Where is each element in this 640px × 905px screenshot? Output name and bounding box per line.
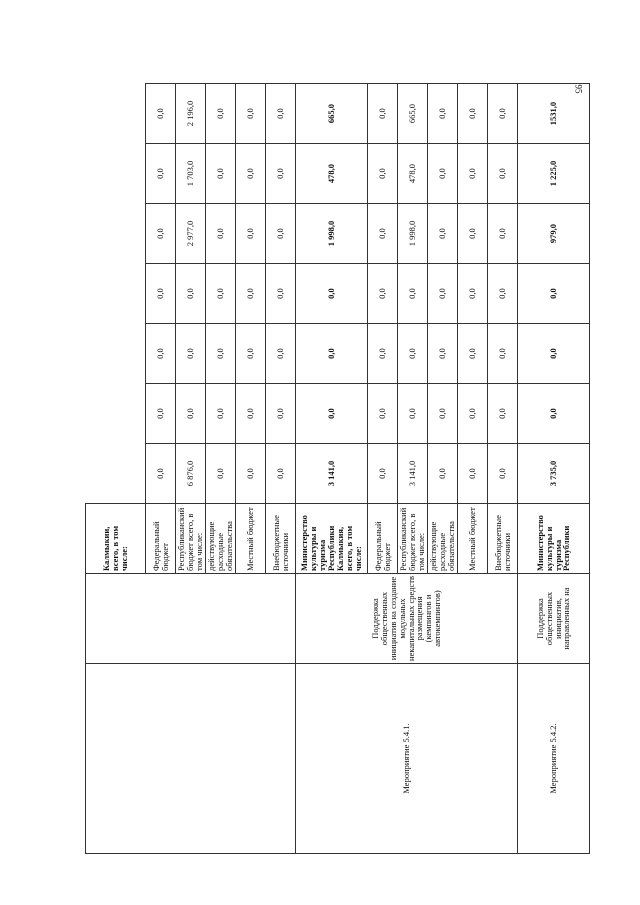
funding-source-cell: Республиканский бюджет всего, в том числе:: [398, 504, 428, 574]
year-value-cell: 0,0: [428, 384, 458, 444]
blank-cell: [86, 84, 146, 144]
year-value-cell: 0,0: [488, 324, 518, 384]
total-value-cell: 0,0: [206, 444, 236, 504]
funding-source-cell: действующие расходные обязательства: [428, 504, 458, 574]
total-value-cell: 0,0: [146, 444, 176, 504]
blank-cell: [398, 34, 428, 84]
total-value-cell: 3 141,0: [296, 444, 368, 504]
year-value-cell: 0,0: [428, 204, 458, 264]
total-value-cell: 0,0: [236, 444, 266, 504]
blank-cell: [176, 34, 206, 84]
total-value-cell: 0,0: [428, 444, 458, 504]
year-value-cell: 0,0: [368, 324, 398, 384]
blank-cell: [368, 34, 398, 84]
blank-cell: [488, 34, 518, 84]
year-value-cell: 0,0: [206, 324, 236, 384]
year-value-cell: 0,0: [176, 384, 206, 444]
year-value-cell: 0,0: [176, 264, 206, 324]
year-value-cell: 0,0: [296, 324, 368, 384]
year-value-cell: 0,0: [236, 84, 266, 144]
year-value-cell: 1 998,0: [296, 204, 368, 264]
year-value-cell: 0,0: [488, 384, 518, 444]
year-value-cell: 0,0: [296, 264, 368, 324]
blank-cell: [86, 444, 146, 504]
year-value-cell: 1 998,0: [398, 204, 428, 264]
total-value-cell: 3 141,0: [398, 444, 428, 504]
blank-cell: [86, 324, 146, 384]
year-value-cell: 0,0: [266, 264, 296, 324]
year-value-cell: 0,0: [236, 144, 266, 204]
year-value-cell: 0,0: [428, 264, 458, 324]
event-number-cell: Мероприятие 5.4.2.: [518, 664, 590, 854]
funding-source-cell: Внебюджетные источники: [488, 504, 518, 574]
blank-cell: [518, 34, 590, 84]
year-value-cell: 0,0: [458, 144, 488, 204]
year-value-cell: 0,0: [518, 384, 590, 444]
page-number: 95: [573, 84, 584, 94]
funding-source-cell: Федеральный бюджет: [146, 504, 176, 574]
funding-source-cell: Внебюджетные источники: [266, 504, 296, 574]
year-value-cell: 1 225,0: [518, 144, 590, 204]
year-value-cell: 0,0: [176, 324, 206, 384]
funding-source-cell: Министерство культуры и туризма Республики Калмыкия, всего, в том числе:: [296, 504, 368, 574]
year-value-cell: 0,0: [368, 384, 398, 444]
total-value-cell: 0,0: [266, 444, 296, 504]
year-value-cell: 0,0: [458, 384, 488, 444]
year-value-cell: 0,0: [146, 84, 176, 144]
year-value-cell: 665,0: [398, 84, 428, 144]
year-value-cell: 0,0: [236, 204, 266, 264]
year-value-cell: 1 703,0: [176, 144, 206, 204]
funding-source-cell: действующие расходные обязательства: [206, 504, 236, 574]
year-value-cell: 0,0: [458, 264, 488, 324]
year-value-cell: 2 977,0: [176, 204, 206, 264]
year-value-cell: 0,0: [488, 204, 518, 264]
year-value-cell: 0,0: [206, 384, 236, 444]
funding-source-cell: Министерство культуры и туризма Республики: [518, 504, 590, 574]
table-row: [518, 34, 590, 854]
year-value-cell: 0,0: [518, 264, 590, 324]
funding-source-cell: Калмыкии, всего, в том числе:: [86, 504, 146, 574]
year-value-cell: 0,0: [368, 84, 398, 144]
total-value-cell: 0,0: [368, 444, 398, 504]
blank-cell: [206, 34, 236, 84]
funding-source-cell: Федеральный бюджет: [368, 504, 398, 574]
year-value-cell: 0,0: [398, 264, 428, 324]
year-value-cell: 0,0: [236, 324, 266, 384]
blank-cell: [458, 34, 488, 84]
total-value-cell: 3 735,0: [518, 444, 590, 504]
year-value-cell: 979,0: [518, 204, 590, 264]
blank-cell: [236, 34, 266, 84]
year-value-cell: 0,0: [266, 384, 296, 444]
event-name-cell: Поддержка общественных инициатив, направленных на: [518, 574, 590, 664]
table-row: [296, 34, 368, 854]
year-value-cell: 0,0: [266, 324, 296, 384]
year-value-cell: 0,0: [398, 324, 428, 384]
year-value-cell: 0,0: [206, 144, 236, 204]
year-value-cell: 0,0: [266, 84, 296, 144]
total-value-cell: 0,0: [488, 444, 518, 504]
event-name-cell: [86, 574, 296, 664]
year-value-cell: 0,0: [206, 204, 236, 264]
year-value-cell: 0,0: [488, 144, 518, 204]
blank-cell: [86, 384, 146, 444]
blank-cell: [86, 264, 146, 324]
year-value-cell: 0,0: [146, 204, 176, 264]
year-value-cell: 0,0: [236, 384, 266, 444]
year-value-cell: 0,0: [488, 84, 518, 144]
funding-source-cell: Местный бюджет: [458, 504, 488, 574]
event-name-cell: Поддержка общественных инициатив на создание модульных некапитальных средств размещения (кемпингов и автокемпингов): [296, 574, 518, 664]
total-value-cell: 0,0: [458, 444, 488, 504]
year-value-cell: 0,0: [458, 324, 488, 384]
year-value-cell: 0,0: [266, 144, 296, 204]
year-value-cell: 0,0: [236, 264, 266, 324]
blank-cell: [146, 34, 176, 84]
year-value-cell: 0,0: [206, 84, 236, 144]
year-value-cell: 0,0: [206, 264, 236, 324]
event-number-cell: Мероприятие 5.4.1.: [296, 664, 518, 854]
year-value-cell: 0,0: [368, 144, 398, 204]
year-value-cell: 0,0: [458, 204, 488, 264]
year-value-cell: 0,0: [296, 384, 368, 444]
year-value-cell: 0,0: [428, 84, 458, 144]
year-value-cell: 0,0: [518, 324, 590, 384]
funding-source-cell: Республиканский бюджет всего, в том числе:: [176, 504, 206, 574]
year-value-cell: 0,0: [146, 144, 176, 204]
year-value-cell: 0,0: [368, 204, 398, 264]
event-number-cell: [86, 664, 296, 854]
blank-cell: [296, 34, 368, 84]
blank-cell: [266, 34, 296, 84]
funding-source-cell: Местный бюджет: [236, 504, 266, 574]
year-value-cell: 0,0: [266, 204, 296, 264]
year-value-cell: 0,0: [428, 144, 458, 204]
table-row: [86, 34, 146, 854]
blank-cell: [86, 144, 146, 204]
rotated-table-container: [85, 74, 572, 854]
blank-cell: [86, 204, 146, 264]
year-value-cell: 0,0: [488, 264, 518, 324]
total-value-cell: 6 876,0: [176, 444, 206, 504]
year-value-cell: 1531,0: [518, 84, 590, 144]
budget-table: [85, 33, 590, 854]
year-value-cell: 0,0: [146, 264, 176, 324]
blank-cell: [428, 34, 458, 84]
year-value-cell: 478,0: [398, 144, 428, 204]
year-value-cell: 0,0: [458, 84, 488, 144]
year-value-cell: 665,0: [296, 84, 368, 144]
year-value-cell: 0,0: [368, 264, 398, 324]
year-value-cell: 478,0: [296, 144, 368, 204]
year-value-cell: 2 196,0: [176, 84, 206, 144]
year-value-cell: 0,0: [428, 324, 458, 384]
year-value-cell: 0,0: [398, 384, 428, 444]
year-value-cell: 0,0: [146, 384, 176, 444]
year-value-cell: 0,0: [146, 324, 176, 384]
blank-cell: [86, 34, 146, 84]
